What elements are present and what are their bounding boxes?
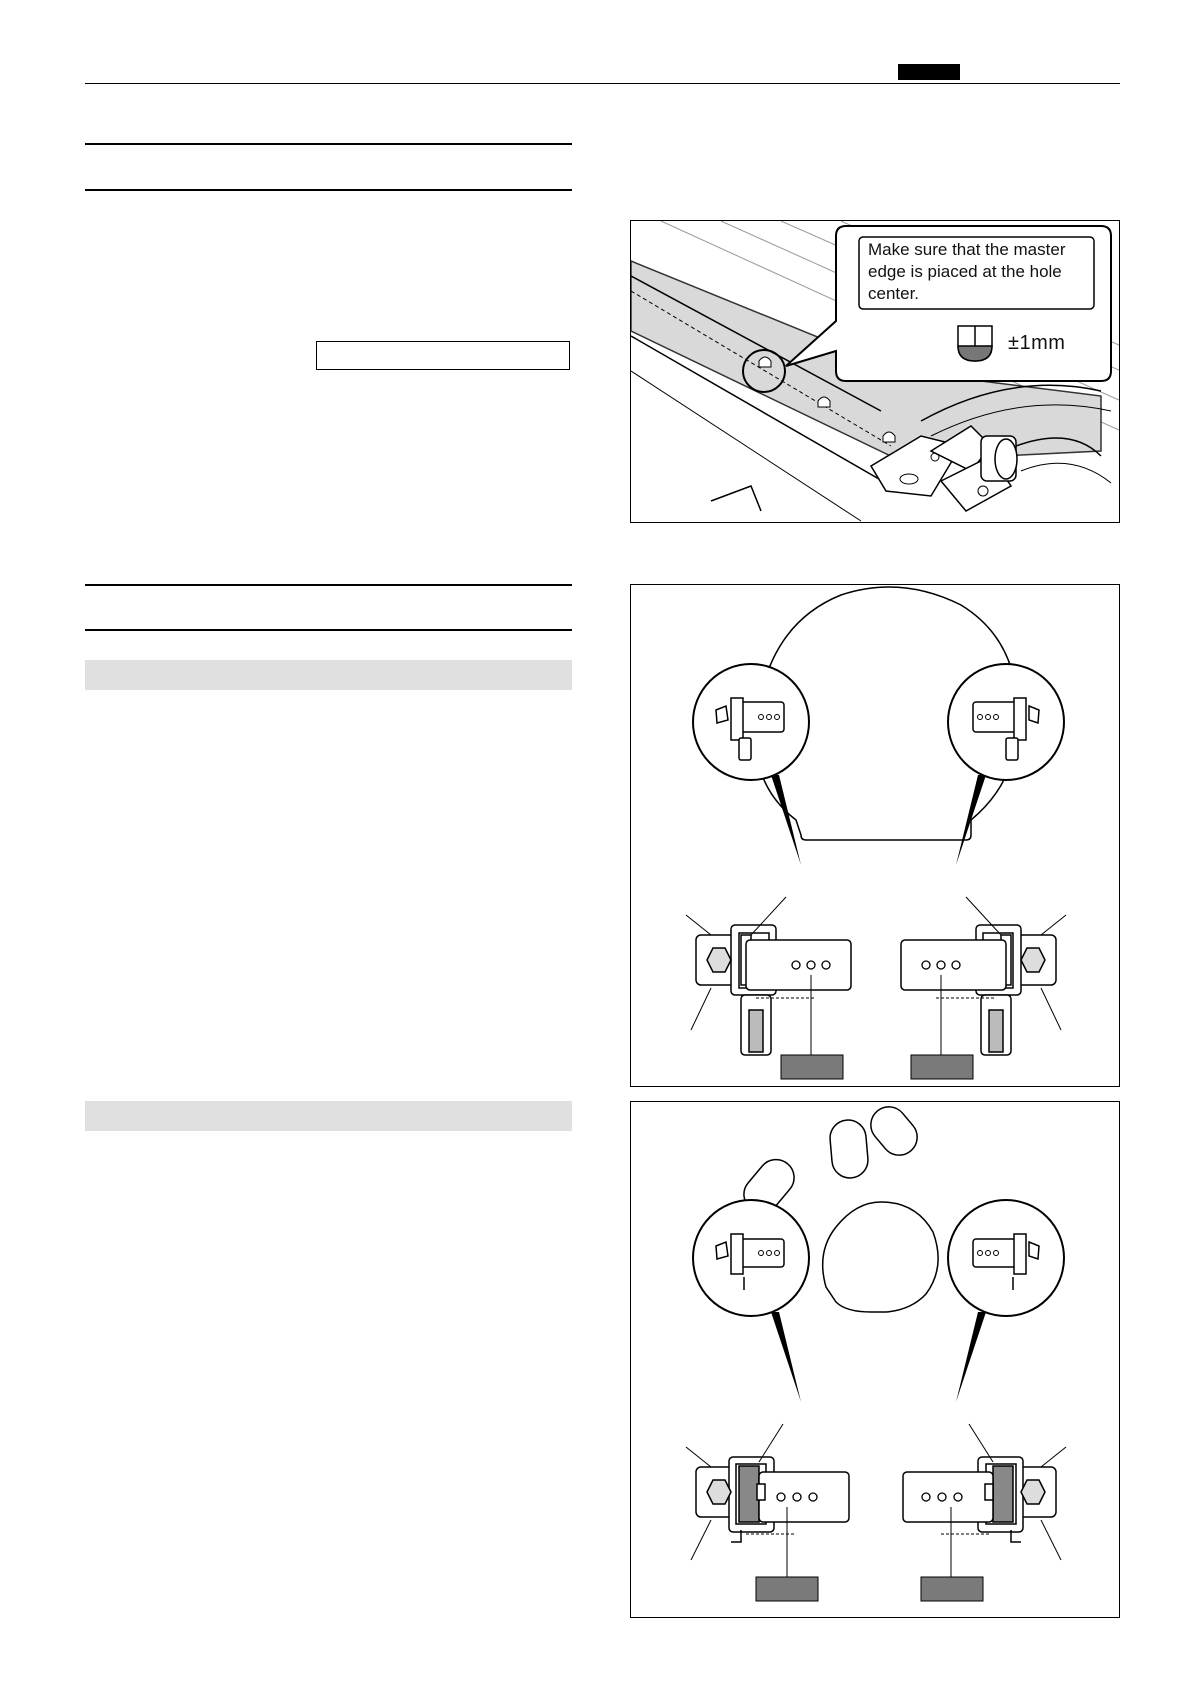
tolerance-label: ±1mm [1008, 332, 1066, 354]
hole-tolerance-icon [958, 326, 992, 361]
header-rule [85, 83, 1120, 84]
section-2-top-rule [85, 584, 572, 586]
section-2-bottom-rule [85, 629, 572, 631]
subheading-bar-2 [85, 1101, 572, 1131]
hexagon-bolt-icon [1021, 948, 1045, 972]
hexagon-bolt-icon [707, 948, 731, 972]
figure-clamp-adjust-a [630, 584, 1120, 1087]
subheading-bar-1 [85, 660, 572, 690]
section-marker [898, 64, 960, 80]
section-1-top-rule [85, 143, 572, 145]
callout-text: Make sure that the master edge is piaced at the hole center. [868, 240, 1066, 303]
section-1-bottom-rule [85, 189, 572, 191]
blank-input-box [316, 341, 570, 370]
hexagon-bolt-icon [1021, 1480, 1045, 1504]
hexagon-bolt-icon [707, 1480, 731, 1504]
figure-clamp-adjust-b [630, 1101, 1120, 1618]
